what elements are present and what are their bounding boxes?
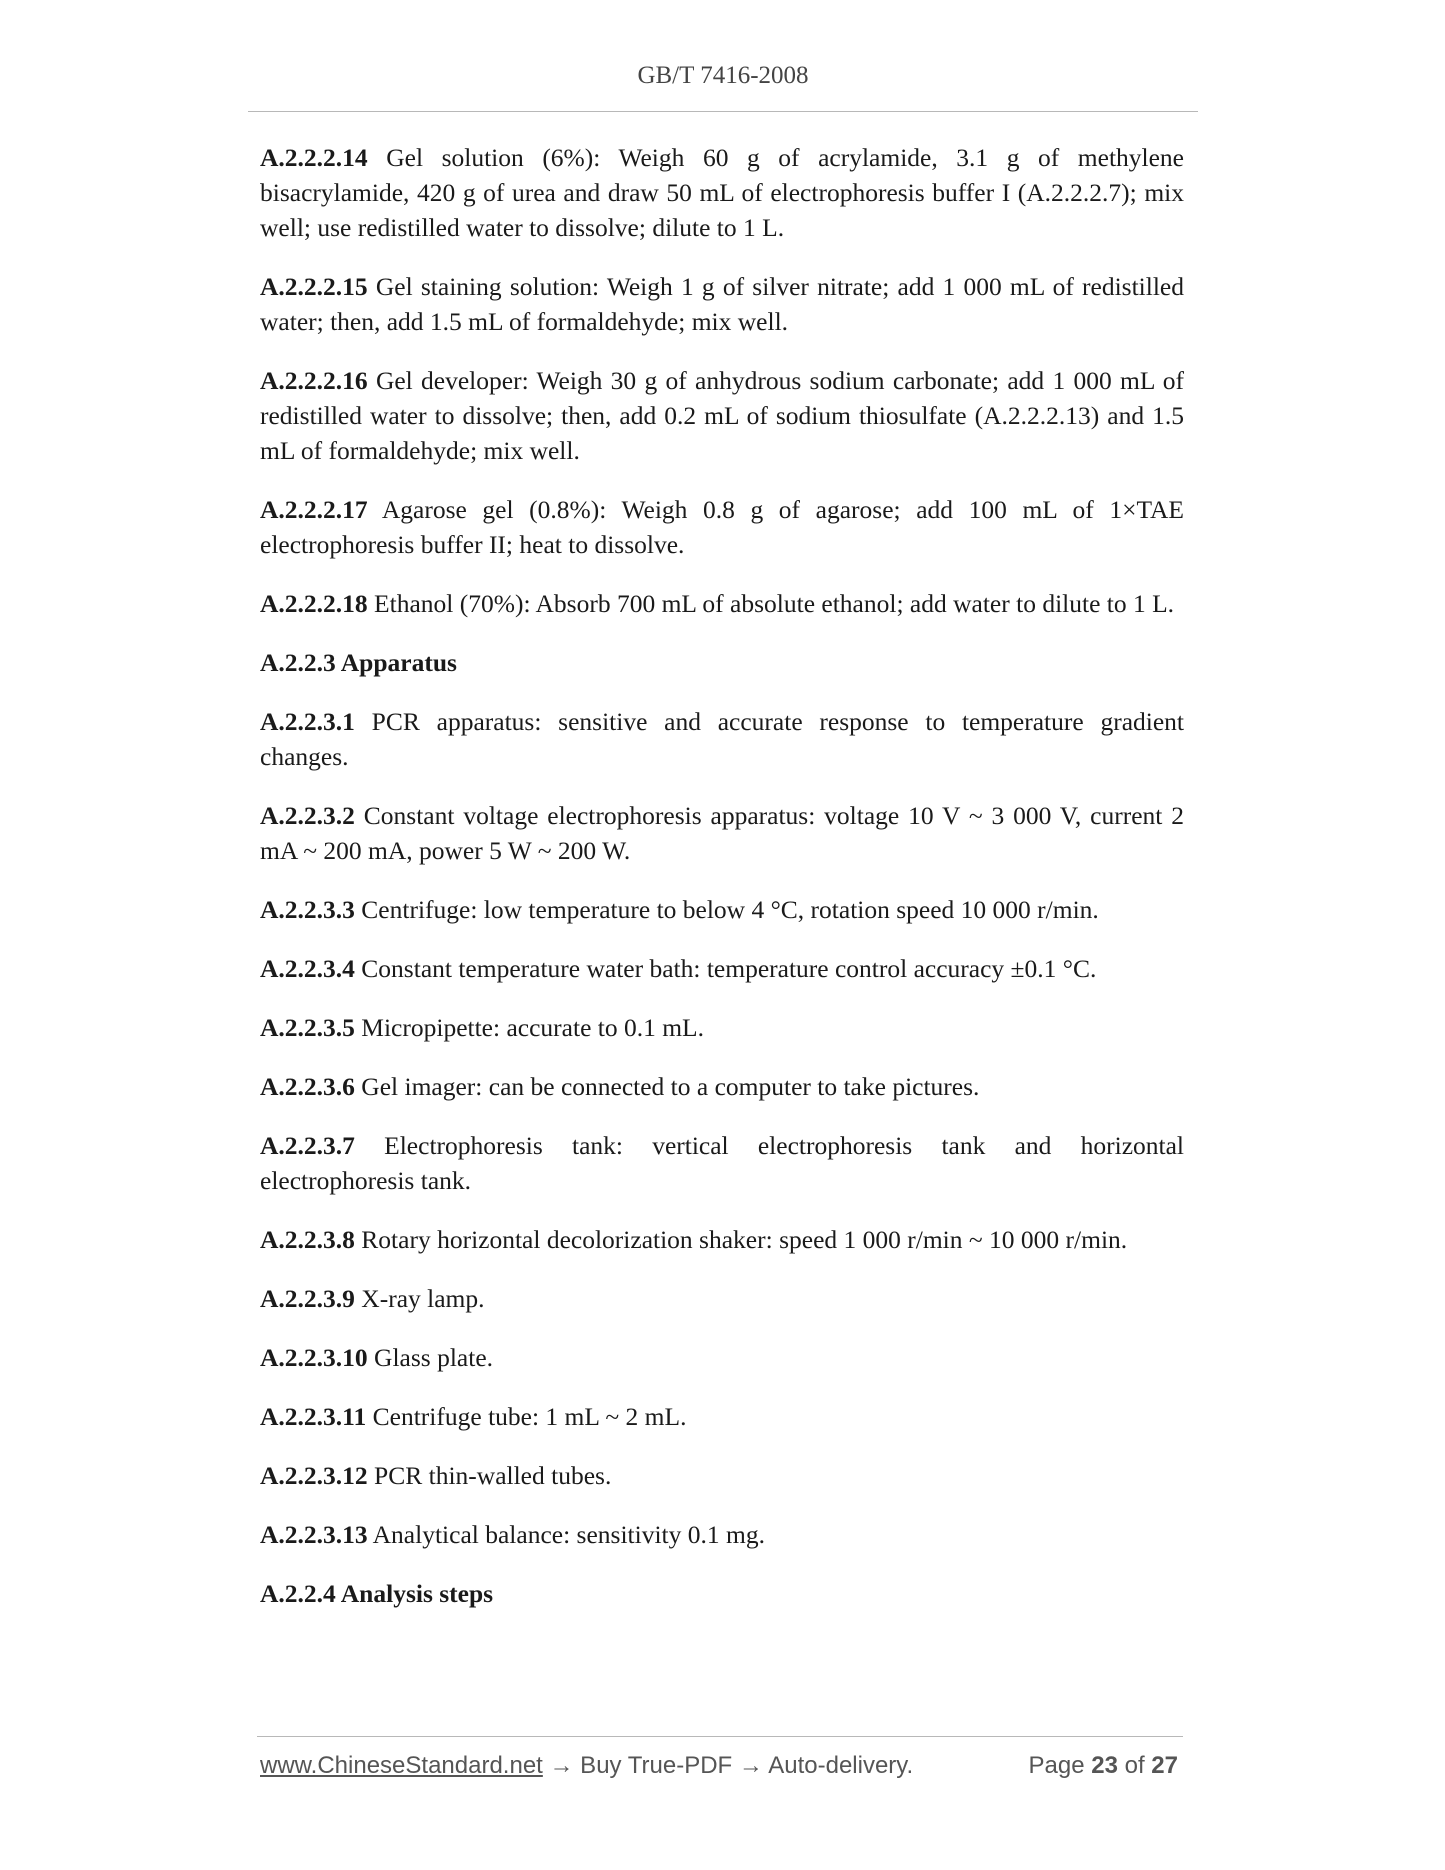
clause-text: Gel developer: Weigh 30 g of anhydrous sodium carbonate; add 1 000 mL of redistilled water to dissolve; then, add 0.2 mL of sodium thiosulfate (A.2.2.2.13) and 1.5 mL of formaldehyde; mix well. (260, 366, 1184, 465)
clause-paragraph (260, 1458, 1184, 1493)
clause-paragraph (260, 1281, 1184, 1316)
clause-paragraph (260, 1010, 1184, 1045)
clause-text: PCR apparatus: sensitive and accurate response to temperature gradient changes. (260, 707, 1184, 771)
clause-number: A.2.2.3.13 (260, 1520, 368, 1549)
clause-paragraph (260, 1222, 1184, 1257)
clause-text: Rotary horizontal decolorization shaker: speed 1 000 r/min ~ 10 000 r/min. (354, 1225, 1128, 1254)
clause-paragraph (260, 140, 1184, 245)
document-body (260, 140, 1184, 1635)
clause-text: Glass plate. (367, 1343, 494, 1372)
clause-text: Gel staining solution: Weigh 1 g of silver nitrate; add 1 000 mL of redistilled water; then, add 1.5 mL of formaldehyde; mix well. (260, 272, 1184, 336)
clause-number: A.2.2.2.18 (260, 589, 368, 618)
page-label: Page (1028, 1752, 1085, 1779)
clause-paragraph (260, 1069, 1184, 1104)
clause-paragraph (260, 798, 1184, 868)
clause-text: Gel imager: can be connected to a computer to take pictures. (354, 1072, 980, 1101)
page-number: 23 (1091, 1752, 1118, 1779)
clause-paragraph (260, 269, 1184, 339)
page-indicator (1029, 1752, 1179, 1780)
clause-text: Ethanol (70%): Absorb 700 mL of absolute ethanol; add water to dilute to 1 L. (367, 589, 1175, 618)
clause-text: Constant voltage electrophoresis apparatus: voltage 10 V ~ 3 000 V, current 2 mA ~ 200 mA, power 5 W ~ 200 W. (260, 801, 1184, 865)
clause-number: A.2.2.3.10 (260, 1343, 368, 1372)
clause-text: Analytical balance: sensitivity 0.1 mg. (367, 1520, 765, 1549)
website-link[interactable]: www.ChineseStandard.net (260, 1752, 543, 1779)
clause-number: A.2.2.3.11 (260, 1402, 367, 1431)
clause-text: Electrophoresis tank: vertical electrophoresis tank and horizontal electrophoresis tank. (260, 1131, 1184, 1195)
clause-number: A.2.2.3.4 (260, 954, 355, 983)
section-heading: A.2.2.4 Analysis steps (260, 1579, 494, 1608)
clause-paragraph (260, 1517, 1184, 1552)
clause-number: A.2.2.3.12 (260, 1461, 368, 1490)
page-footer (260, 1752, 1184, 1780)
clause-paragraph (260, 1128, 1184, 1198)
clause-number: A.2.2.3.9 (260, 1284, 355, 1313)
clause-text: Gel solution (6%): Weigh 60 g of acrylamide, 3.1 g of methylene bisacrylamide, 420 g of urea and draw 50 mL of electrophoresis buffer I (A.2.2.2.7); mix well; use redistilled water to dissolve; dilute to 1 L. (260, 143, 1184, 242)
clause-text: Centrifuge tube: 1 mL ~ 2 mL. (366, 1402, 687, 1431)
clause-text: Centrifuge: low temperature to below 4 °C, rotation speed 10 000 r/min. (354, 895, 1099, 924)
clause-number: A.2.2.3.8 (260, 1225, 355, 1254)
header-divider (248, 111, 1198, 112)
page-total: 27 (1151, 1752, 1178, 1779)
clause-text: Micropipette: accurate to 0.1 mL. (354, 1013, 705, 1042)
clause-number: A.2.2.3.6 (260, 1072, 355, 1101)
clause-paragraph (260, 1340, 1184, 1375)
clause-number: A.2.2.3.5 (260, 1013, 355, 1042)
clause-paragraph (260, 951, 1184, 986)
clause-number: A.2.2.3.2 (260, 801, 355, 830)
clause-text: X-ray lamp. (354, 1284, 485, 1313)
page-of-label: of (1124, 1752, 1145, 1779)
clause-number: A.2.2.3.1 (260, 707, 355, 736)
clause-number: A.2.2.2.17 (260, 495, 368, 524)
clause-paragraph (260, 586, 1184, 621)
footer-tagline: → Buy True-PDF → Auto-delivery. (542, 1752, 914, 1779)
clause-text: PCR thin-walled tubes. (367, 1461, 612, 1490)
clause-paragraph (260, 1399, 1184, 1434)
clause-number: A.2.2.2.16 (260, 366, 368, 395)
clause-paragraph (260, 892, 1184, 927)
clause-text: Constant temperature water bath: temperature control accuracy ±0.1 °C. (354, 954, 1097, 983)
clause-paragraph (260, 704, 1184, 774)
footer-divider (257, 1736, 1183, 1737)
clause-paragraph (260, 492, 1184, 562)
clause-number: A.2.2.3.7 (260, 1131, 355, 1160)
clause-number: A.2.2.3.3 (260, 895, 355, 924)
clause-paragraph (260, 363, 1184, 468)
section-heading: A.2.2.3 Apparatus (260, 648, 457, 677)
clause-text: Agarose gel (0.8%): Weigh 0.8 g of agarose; add 100 mL of 1×TAE electrophoresis buffer II; heat to dissolve. (260, 495, 1184, 559)
page-header-title: GB/T 7416-2008 (637, 62, 809, 89)
clause-number: A.2.2.2.15 (260, 272, 368, 301)
clause-number: A.2.2.2.14 (260, 143, 368, 172)
